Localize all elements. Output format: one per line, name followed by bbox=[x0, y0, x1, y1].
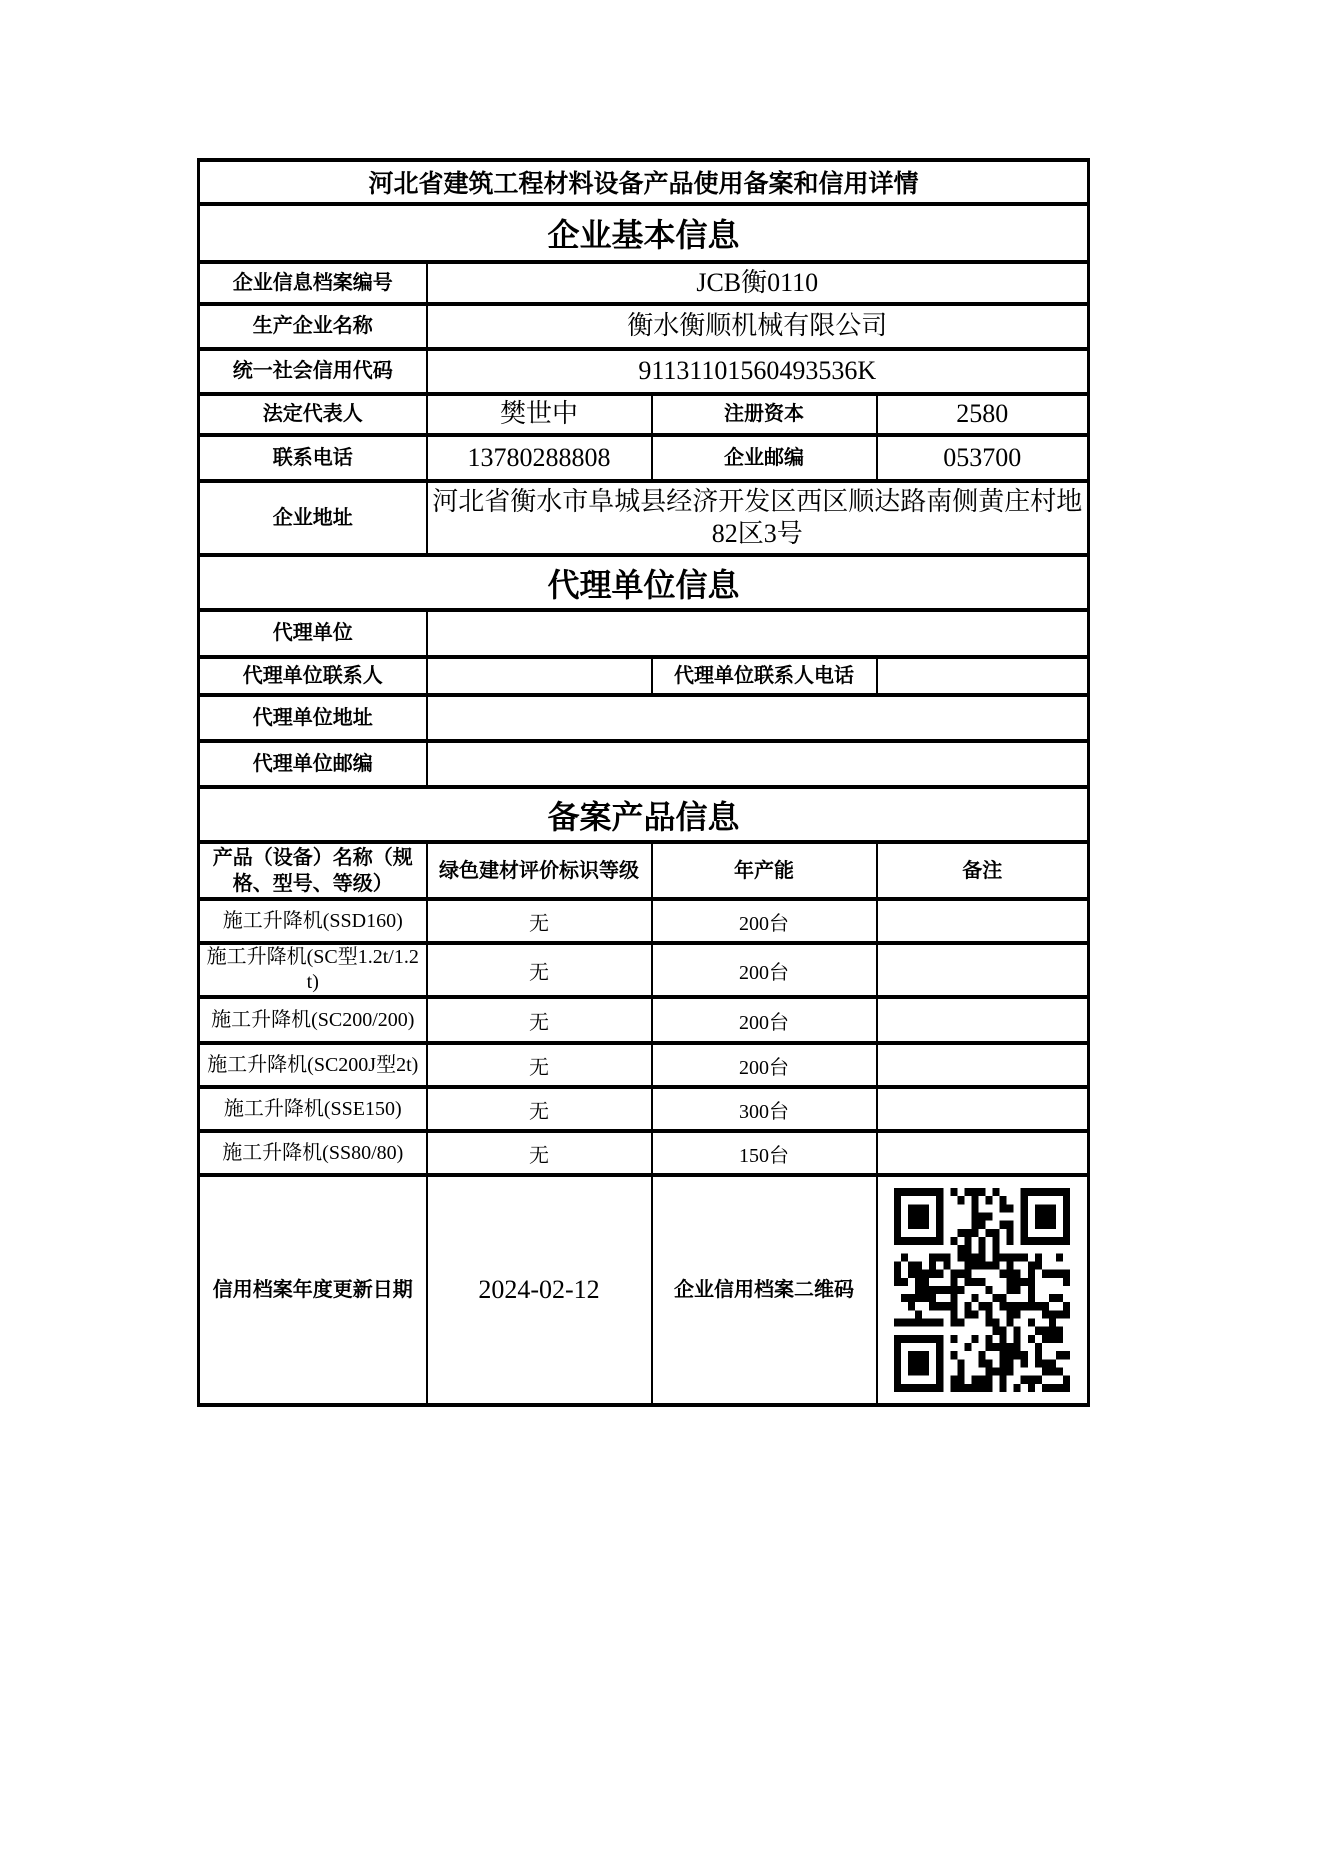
product-name: 施工升降机(SC型1.2t/1.2t) bbox=[199, 943, 427, 997]
agent-contact-phone-label: 代理单位联系人电话 bbox=[652, 657, 877, 695]
product-row bbox=[199, 943, 1089, 997]
agent-label: 代理单位 bbox=[199, 610, 427, 657]
agent-postcode-label: 代理单位邮编 bbox=[199, 741, 427, 787]
agent-value bbox=[427, 610, 1089, 657]
producer-value: 衡水衡顺机械有限公司 bbox=[427, 304, 1089, 349]
product-green-rating: 无 bbox=[427, 997, 652, 1043]
credit-update-date-label: 信用档案年度更新日期 bbox=[199, 1175, 427, 1405]
agent-contact-value bbox=[427, 657, 652, 695]
archive-no-value: JCB衡0110 bbox=[427, 262, 1089, 304]
product-row bbox=[199, 1043, 1089, 1087]
product-green-rating: 无 bbox=[427, 1043, 652, 1087]
producer-label: 生产企业名称 bbox=[199, 304, 427, 349]
product-col-header-name: 产品（设备）名称（规格、型号、等级） bbox=[199, 842, 427, 899]
product-name: 施工升降机(SC200/200) bbox=[199, 997, 427, 1043]
product-name: 施工升降机(SC200J型2t) bbox=[199, 1043, 427, 1087]
product-green-rating: 无 bbox=[427, 1131, 652, 1175]
legal-rep-label: 法定代表人 bbox=[199, 394, 427, 435]
product-remark bbox=[877, 943, 1089, 997]
product-remark bbox=[877, 899, 1089, 943]
product-remark bbox=[877, 1131, 1089, 1175]
qr-code bbox=[894, 1188, 1070, 1392]
product-green-rating: 无 bbox=[427, 899, 652, 943]
phone-label: 联系电话 bbox=[199, 435, 427, 481]
legal-rep-value: 樊世中 bbox=[427, 394, 652, 435]
product-capacity: 150台 bbox=[652, 1131, 877, 1175]
product-green-rating: 无 bbox=[427, 943, 652, 997]
credit-qr-label: 企业信用档案二维码 bbox=[652, 1175, 877, 1405]
product-green-rating: 无 bbox=[427, 1087, 652, 1131]
product-remark bbox=[877, 1043, 1089, 1087]
agent-contact-phone-value bbox=[877, 657, 1089, 695]
credit-code-label: 统一社会信用代码 bbox=[199, 349, 427, 394]
filing-detail-table bbox=[197, 158, 1090, 1407]
agent-contact-label: 代理单位联系人 bbox=[199, 657, 427, 695]
phone-value: 13780288808 bbox=[427, 435, 652, 481]
section-heading-basic-info: 企业基本信息 bbox=[199, 204, 1089, 262]
address-label: 企业地址 bbox=[199, 481, 427, 555]
product-row bbox=[199, 899, 1089, 943]
product-capacity: 200台 bbox=[652, 997, 877, 1043]
product-capacity: 200台 bbox=[652, 899, 877, 943]
product-name: 施工升降机(SSE150) bbox=[199, 1087, 427, 1131]
credit-update-date-value: 2024-02-12 bbox=[427, 1175, 652, 1405]
product-name: 施工升降机(SS80/80) bbox=[199, 1131, 427, 1175]
product-col-header-green-rating: 绿色建材评价标识等级 bbox=[427, 842, 652, 899]
product-capacity: 200台 bbox=[652, 1043, 877, 1087]
product-remark bbox=[877, 997, 1089, 1043]
product-col-header-capacity: 年产能 bbox=[652, 842, 877, 899]
reg-capital-value: 2580 bbox=[877, 394, 1089, 435]
product-capacity: 200台 bbox=[652, 943, 877, 997]
postcode-value: 053700 bbox=[877, 435, 1089, 481]
archive-no-label: 企业信息档案编号 bbox=[199, 262, 427, 304]
product-row bbox=[199, 1087, 1089, 1131]
agent-address-label: 代理单位地址 bbox=[199, 695, 427, 741]
product-name: 施工升降机(SSD160) bbox=[199, 899, 427, 943]
document-title: 河北省建筑工程材料设备产品使用备案和信用详情 bbox=[199, 160, 1089, 204]
product-row bbox=[199, 1131, 1089, 1175]
agent-postcode-value bbox=[427, 741, 1089, 787]
reg-capital-label: 注册资本 bbox=[652, 394, 877, 435]
product-capacity: 300台 bbox=[652, 1087, 877, 1131]
section-heading-products: 备案产品信息 bbox=[199, 787, 1089, 842]
product-remark bbox=[877, 1087, 1089, 1131]
postcode-label: 企业邮编 bbox=[652, 435, 877, 481]
section-heading-agent-info: 代理单位信息 bbox=[199, 555, 1089, 610]
product-row bbox=[199, 997, 1089, 1043]
credit-code-value: 91131101560493536K bbox=[427, 349, 1089, 394]
agent-address-value bbox=[427, 695, 1089, 741]
product-col-header-remark: 备注 bbox=[877, 842, 1089, 899]
address-value: 河北省衡水市阜城县经济开发区西区顺达路南侧黄庄村地82区3号 bbox=[427, 481, 1089, 555]
